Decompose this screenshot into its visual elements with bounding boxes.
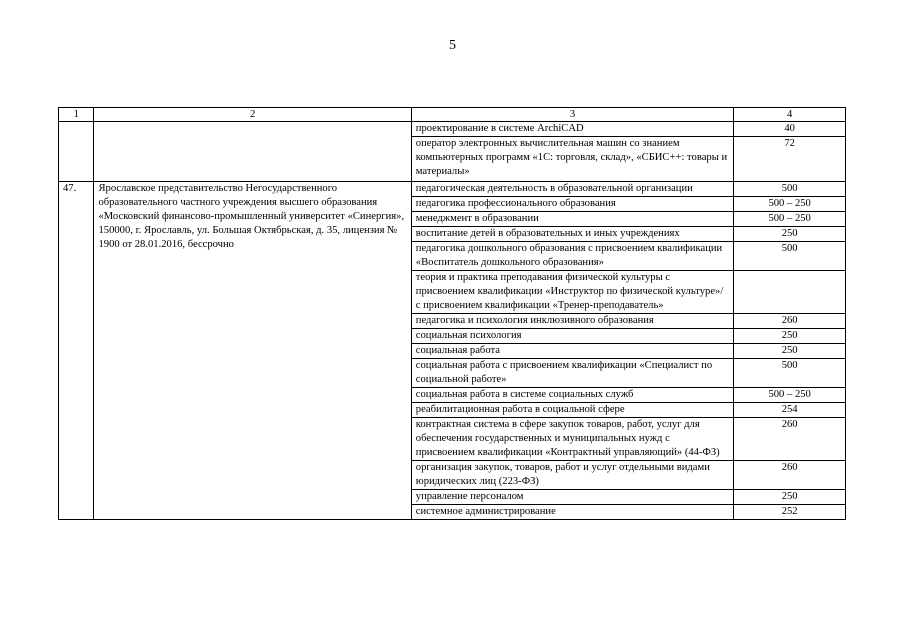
program-cell: социальная работа	[411, 344, 734, 359]
hours-cell: 500	[734, 182, 846, 197]
hours-cell: 500 – 250	[734, 212, 846, 227]
hours-cell: 250	[734, 490, 846, 505]
hours-cell: 500 – 250	[734, 197, 846, 212]
program-cell: контрактная система в сфере закупок товаров, работ, услуг для обеспечения государственных и муниципальных нужд с присвоением квалификации «Контрактный управляющий» (44-ФЗ)	[411, 418, 734, 461]
program-cell: оператор электронных вычислительная машин со знанием компьютерных программ «1С: торговля, склад», «СБИС++: товары и материалы»	[411, 137, 734, 182]
hours-cell	[734, 271, 846, 314]
column-header: 1	[59, 108, 94, 122]
hours-cell: 250	[734, 227, 846, 242]
table-row	[59, 182, 846, 197]
row-number-cell	[59, 122, 94, 182]
hours-cell: 72	[734, 137, 846, 182]
hours-cell: 250	[734, 344, 846, 359]
hours-cell: 500	[734, 242, 846, 271]
organization-cell: Ярославское представительство Негосударственного образовательного частного учреждения высшего образования «Московский финансово-промышленный университет «Синергия», 150000, г. Ярославль, ул. Большая Октябрьская, д. 35, лицензия № 1900 от 28.01.2016, бессрочно	[94, 182, 411, 520]
program-cell: проектирование в системе ArchiCAD	[411, 122, 734, 137]
hours-cell: 260	[734, 461, 846, 490]
program-cell: педагогическая деятельность в образовательной организации	[411, 182, 734, 197]
program-cell: менеджмент в образовании	[411, 212, 734, 227]
programs-table	[58, 107, 846, 520]
hours-cell: 260	[734, 418, 846, 461]
hours-cell: 250	[734, 329, 846, 344]
program-cell: педагогика профессионального образования	[411, 197, 734, 212]
program-cell: организация закупок, товаров, работ и услуг отдельными видами юридических лиц (223-ФЗ)	[411, 461, 734, 490]
hours-cell: 260	[734, 314, 846, 329]
program-cell: социальная психология	[411, 329, 734, 344]
program-cell: педагогика дошкольного образования с присвоением квалификации «Воспитатель дошкольного образования»	[411, 242, 734, 271]
program-cell: системное администрирование	[411, 505, 734, 520]
program-cell: социальная работа в системе социальных служб	[411, 388, 734, 403]
column-header: 3	[411, 108, 734, 122]
hours-cell: 500	[734, 359, 846, 388]
hours-cell: 40	[734, 122, 846, 137]
program-cell: реабилитационная работа в социальной сфере	[411, 403, 734, 418]
program-cell: теория и практика преподавания физической культуры с присвоением квалификации «Инструктор по физической культуре»/ с присвоением квалификации «Тренер-преподаватель»	[411, 271, 734, 314]
organization-cell	[94, 122, 411, 182]
column-header: 2	[94, 108, 411, 122]
program-cell: управление персоналом	[411, 490, 734, 505]
row-number-cell: 47.	[59, 182, 94, 520]
column-header: 4	[734, 108, 846, 122]
program-cell: социальная работа с присвоением квалификации «Специалист по социальной работе»	[411, 359, 734, 388]
table-row	[59, 122, 846, 137]
hours-cell: 252	[734, 505, 846, 520]
column-header-row	[59, 108, 846, 122]
program-cell: воспитание детей в образовательных и иных учреждениях	[411, 227, 734, 242]
program-cell: педагогика и психология инклюзивного образования	[411, 314, 734, 329]
hours-cell: 254	[734, 403, 846, 418]
hours-cell: 500 – 250	[734, 388, 846, 403]
page-number: 5	[449, 38, 456, 53]
